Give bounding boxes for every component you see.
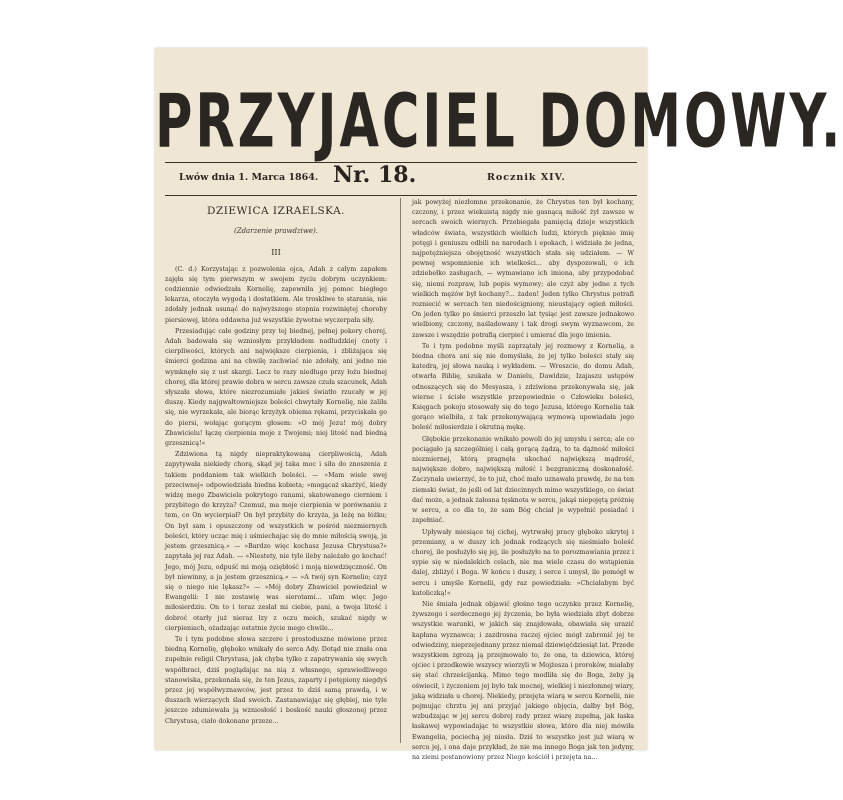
left-column [165,206,387,741]
paragraph: Te i tym podobne słowa szczere i prostoduszne mówione przez biedną Kornelię, głęboko wnikały do serca Ady. Dotąd nie znała ona zupełnie religii Chrystusa, jak chyba tylko z zapatrywania się swych współbraci, dziś poglądając na nią z własnego, sprawiedliwego stanowiska, przekonała się, że ten Jezus, zaparty i potępiony niegdyś przez jej współwyznawców, jest przez to dziś samą prawdą, i w duszach wierzących ślad swoich. Zastanawiając się głębiej, nie tyle jeszcze zdumiewała ją wzniosłość i boskość nauki głoszonej przez Chrystusa, ciało dokonane przeze... [165,635,387,725]
article-title: DZIEWICA IZRAELSKA. [206,205,346,217]
paragraph: Nie śmiała jednak objawić głośno tego uczynku przez Kornelię, żywszego i serdecznego jej życzenia, bo była wiedziała zbyt dobrze wszystkie warunki, w jakich się znajdowała, obawiała się urazić kapłana wyznawca; i zazdrosna raczej ojciec mógł zabronić jej te odwiedziny, nieprzejednany przez niemal dziewięćdziesiąt lat. Przede wszystkiem zgrozą ją przejmowało to, że ona, ta dziewica, której ojciec i przodkowie wszyscy wierzyli w Mojżesza i proroków, miałaby się stać chrześcijanką. Mimo tego modliła się do Boga, żeby ją oświecił, i życzeniem jej było tak mocnej, wielkiej i niezłomnej wiary, jaką widziała u chorej. Niekiedy, przejęta wiarą w sercu Kornelii, nie pojmując chrztu jej ani przyjąć jakiego objęcia, dałby był Bóg, wzbudzając w jej sercu dobrej rady przez wiarę zupełną, jak łaska łaskawej wypowiadając te wszystkie słowa, które dla niej mówiła Ewangelia, pociechą jej niosła. Dziś to wszystko jest już wiarą w sercu jej, i ona daje przykład, że nie ma innego Boga jak ten jedyny, na ziemi postanowiony przez Niego kościół i przejęta na... [412,600,634,761]
paragraph: Głębokie przekonanie wnikało powoli do jej umysłu i serca; ale co pociągało ją szczególniej i całą gorącą żądzą, to ta dążność miłości niezmiernej, którą pragnęła ukochać największą mądrość, największe dobro, największą miłość i bezgraniczną doskonałość. Zaczynała uwierzyć, że to już, choć mało uznawała prawdę, że na ten ziemski świat, że jeśli od lat dziecinnych mimo wszystkiego, co świat dać może, a jednak żałosna tęsknota w sercu, jakąś niepojętą próżnię w sercu, a co dla to, że sam Bóg chciał je wypełnić posiadać i zapełniać. [412,435,634,525]
newspaper-page [155,48,843,761]
paragraph: jak powyżej niezłomne przekonanie, że Chrystus ten był kochany, czczony, i przez wiekuistą nigdy nie gasnącą miłość żył zawsze w sercach swoich wiernych. Przebiegała pamięcią dzieje wszystkich władców świata, wszystkich wielkich ludzi, których pięknie imię potęgi i geniuszu odbili na narodach i epokach, i widziała że jedna, najpotężniejsza obojętność wszystkich stała się udziałem. — W pewnej wspomnienie ich wielkości... aby dyspozowali, o ich zdziebełko zasługach, — wymawiano ich imiona, aby przypodobać się, niemi rozpraw, lub popis wymowy; ale czyż aby jedne z tych wielkich mężów był kochany?... żaden! Jeden tylko Chrystus potrafi rozniecić w sercach ten niedościgniony, nieustający ogień miłości. On jeden tylko po śmierci przeszło lat tysiąc jest zawsze jednakowo wielbiony, czczony, naśladowany i tak drogi swym wyznawcom, że zawsze i wszędzie potrafią cierpieć i umierać dla jego imienia. [412,199,634,339]
section-numeral: III [271,248,281,258]
paragraph: (C. d.) Korzystając z pozwolenia ojca, Adah z całym zapałem zajęła się tym pierwszym w swojem życiu dobrym uczynkiem: codziennie odwiedzała Kornelię, zapewniła jej pomoc biegłego lekarza, otoczyła wygodą i dostatkiem. Ale troskliwe te starania, nie zdołały jednak usunąć do najwyższego stopnia rozwiniętej choroby piersiowej, która oddawna już wszystkie żywotne wyczerpała siły. [165,265,387,324]
column-divider [400,198,401,743]
issue-line [165,162,637,194]
issue-number: Nr. 18. [333,162,417,188]
issue-volume: Rocznik XIV. [487,172,566,183]
article-subtitle: (Zdarzenie prawdziwe). [233,227,319,236]
paragraph: Przesiadując całe godziny przy tej biednej, pełnej pokory chorej, Adah badowała się wzniosłym przykładem nadludzkiej cnoty i cierpliwości, których ani największe cierpienia, i zbliżająca się śmierci godzina ani na chwilę zachwiać nie zdołały, ani jedno nie wymknęło się z ust skargi. Lecz te razy niedługo przy łożu biednej chorej, dla której prawie dobra w sercu zawsze czuła szacunek, Adah słyszała słowa, które niezrozumiałe jakieś światło rzucały w jej duszę. Kiedy najgwałtowniejsze boleści chwytały Kornelię, nie żaliła się, nie wyrzekała, ale biorąc krzyżyk obiema rękami, przyciskała go do piersi, wołając gorącym głosem: »O mój Jezu! mój dobry Zbawicielu! łączę cierpienia moje z Twojemi; niej litość nad biedną grzesznicą!« [165,327,387,448]
issue-date: Lwów dnia 1. Marca 1864. [179,172,319,183]
masthead-rule-bottom [165,195,637,196]
paragraph: Upływały miesiące tej cichej, wytrwałej pracy głęboko ukrytej i przemiany, a w duszy ich jednak rodzących się nieśmiało boleść chorej, ile posłużyło się jej, ile posłużyło na to porozmawiania przez i sypie się w niedalekich celach, nie ma wiele czasu do wstąpienia dalej, zbliżyć i Boga. W końcu i duszy, i serce i umysł, ile pomógł w sercu i umyśle Kornelii, gdy raz powiedziała: »Chciałabym być katoliczką!« [412,528,634,597]
paragraph: Te i tym podobne myśli zaprzątały jej rozmowy z Kornelią, a biedna chora ani się nie domyślała, że jej tylko boleści stały się katedrą, jej słowa nauką i wykładem. — Wreszcie, do domu Adah, otwarła Biblię, szukała w Danielu, Dawidzie, Izajaszu ustępów odnoszących się do Mesyasza, i zdziwiona przekonywała się, jak wierne i ścisłe wszystkie przepowiednie o Człowieku boleści, Księgach pokoju stosowały się do tego Jezusa, którego Kornelia tak gorąco wielbiła, z tak przekonywającą wymową upowiadała jego boleść miłosierdzie i okrutną mękę. [412,342,634,432]
masthead-title: PRZYJACIEL DOMOWY. [155,80,843,166]
paragraph: Zdziwiona tą nigdy niepraktykowaną cierpliwością, Adah zapytywała niekiedy chorą, skąd jej taka moc i siła do znoszenia z takiem poddaniem tak wielkich boleści. — »Mam wiele swej przeciwnej« odpowiedziała biedna kobieta; »mogącaż skarżyć, kiedy widzę mego Zbawiciela pokrytego ranami, skatowanego cierniem i przybitego do krzyża? Czemuż, ma moje cierpienia w porównaniu z tem, co On wycierpiał? On był przybity do krzyża, ja leżę na łóżku; On był sam i opuszczony od wszystkich w pośród niezmiernych boleści, który ucząc mię i uśmiechając się do mnie miłością swoją, ja jestem grzesznicą.« — »Bardzo więc kochasz Jezusa Chrystusa?« zapytała jej raz Adah. — »Niestety, nie tyle ileby należało go kochać! Jego, mój Jezu, odpuść mi moją oziębłość i moją niewdzięczność. On był niewinny, a ja jestem grzesznicą.« — »A twój syn Kornelio; czyż się o niego nie lękasz?« — »Mój dobry Zbawiciel powiedział w Ewangelii: I nie zostawię was sierotami... ufam więc Jego miłosierdziu. On to i teraz zesłał mi ciebie, pani, a twoja litość i dobroć otarły już nieraz łzy z oczu moich, szukać nigdy w cierpieniach, ożadzając ostatnie życie mego chwile... [165,451,387,632]
right-column [412,198,634,761]
